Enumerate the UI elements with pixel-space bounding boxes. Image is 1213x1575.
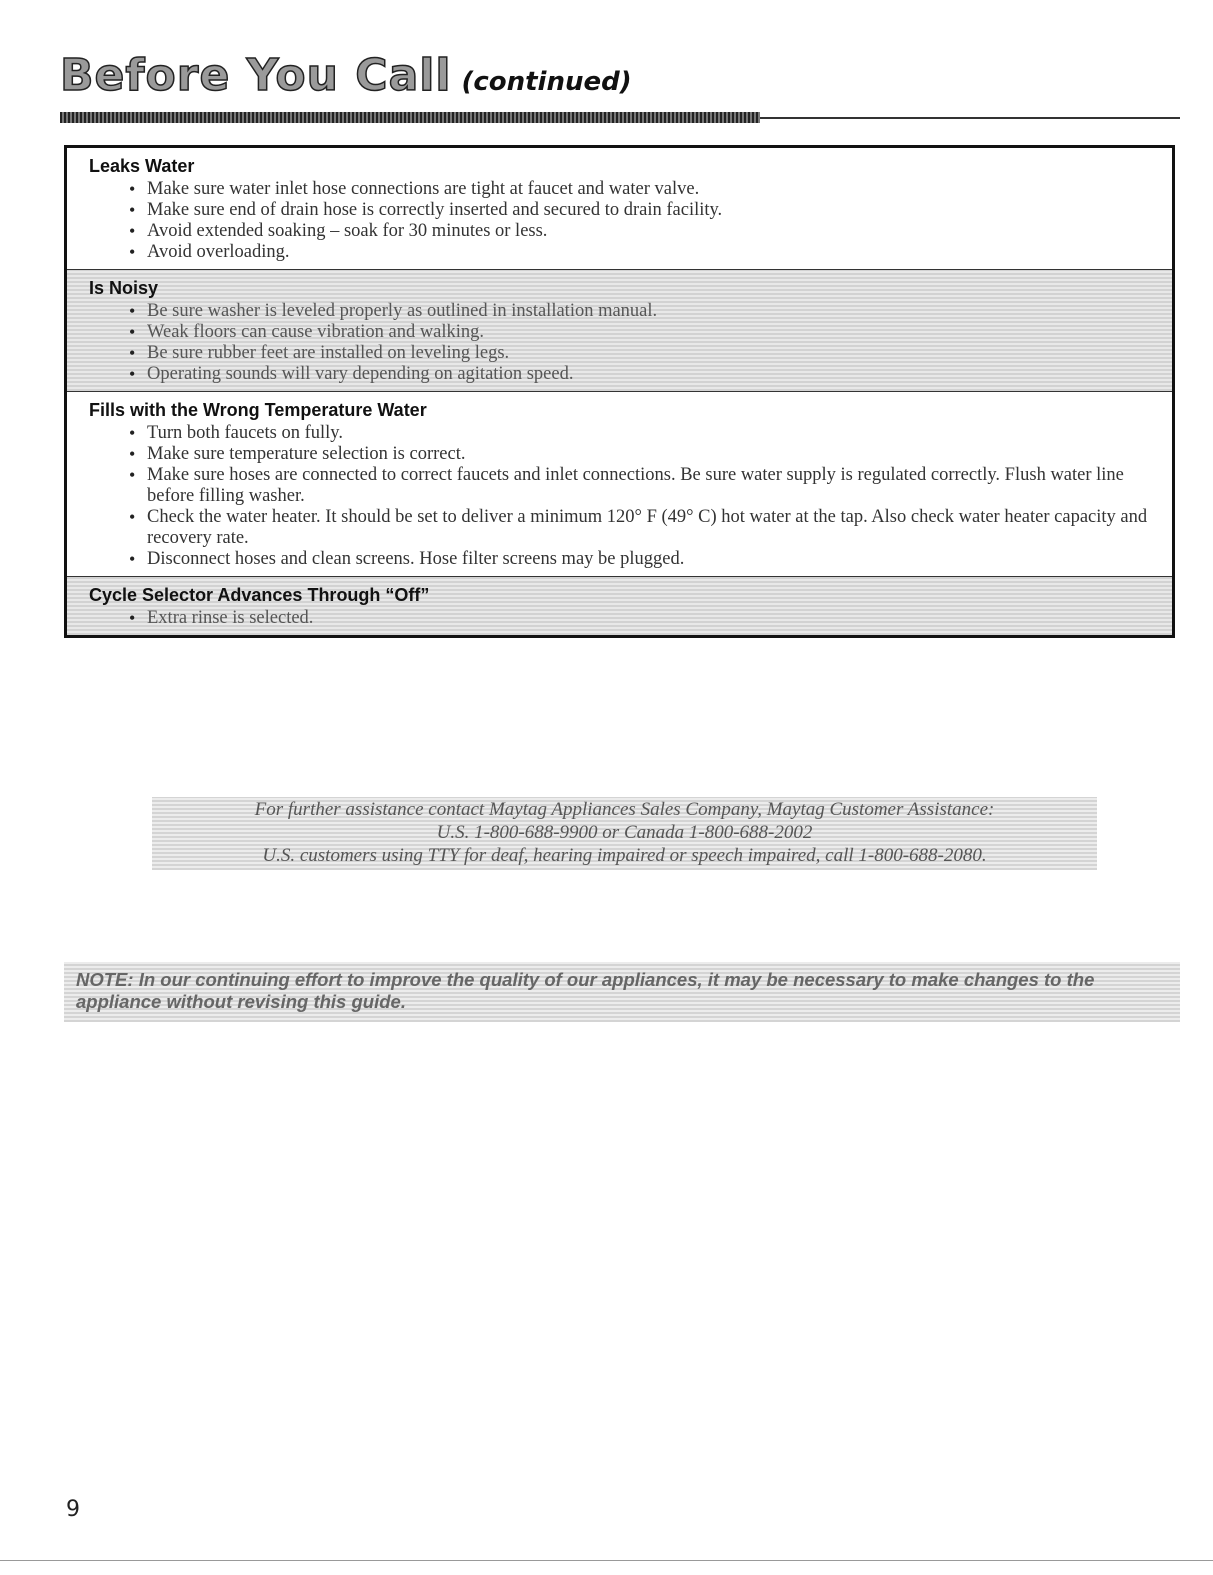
item-list: [89, 608, 1158, 629]
section-wrong-temperature: [67, 392, 1172, 577]
troubleshooting-table: [64, 145, 1175, 638]
list-item: • Avoid overloading.: [129, 242, 1158, 263]
list-item: • Operating sounds will vary depending on agitation speed.: [129, 364, 1158, 385]
page-title: Before You Call: [60, 50, 452, 101]
section-title: Is Noisy: [89, 278, 159, 298]
list-item: • Extra rinse is selected.: [129, 608, 1158, 629]
section-is-noisy: [67, 270, 1172, 392]
heading-rule-thick: [60, 112, 760, 123]
note-box: NOTE: In our continuing effort to improve the quality of our appliances, it may be necessary to make changes to the appliance without revising this guide.: [64, 962, 1180, 1022]
list-item: • Be sure rubber feet are installed on leveling legs.: [129, 343, 1158, 364]
item-list: [89, 179, 1158, 263]
section-title: Leaks Water: [89, 156, 195, 176]
list-item: • Check the water heater. It should be set to deliver a minimum 120° F (49° C) hot water at the tap. Also check water heater capacity and recovery rate.: [129, 507, 1158, 549]
page-subtitle: (continued): [461, 67, 632, 97]
list-item: • Turn both faucets on fully.: [129, 423, 1158, 444]
item-list: [89, 423, 1158, 570]
page-heading: [60, 50, 632, 101]
section-title: Fills with the Wrong Temperature Water: [89, 400, 427, 420]
list-item: • Make sure hoses are connected to correct faucets and inlet connections. Be sure water supply is regulated correctly. Flush water line before filling washer.: [129, 465, 1158, 507]
list-item: • Weak floors can cause vibration and walking.: [129, 322, 1158, 343]
contact-line: For further assistance contact Maytag Appliances Sales Company, Maytag Customer Assistance:: [254, 799, 995, 820]
contact-phone-line: U.S. 1-800-688-9900 or Canada 1-800-688-2002: [436, 822, 813, 843]
list-item: • Make sure water inlet hose connections are tight at faucet and water valve.: [129, 179, 1158, 200]
section-title: Cycle Selector Advances Through “Off”: [89, 585, 430, 605]
list-item: • Avoid extended soaking – soak for 30 minutes or less.: [129, 221, 1158, 242]
bottom-rule: [0, 1560, 1213, 1561]
contact-tty-line: U.S. customers using TTY for deaf, hearing impaired or speech impaired, call 1-800-688-2080.: [262, 845, 987, 866]
list-item: • Make sure temperature selection is correct.: [129, 444, 1158, 465]
list-item: • Disconnect hoses and clean screens. Hose filter screens may be plugged.: [129, 549, 1158, 570]
heading-rule-thin: [760, 117, 1180, 119]
page-number: 9: [66, 1497, 80, 1522]
section-cycle-selector: [67, 577, 1172, 635]
list-item: • Be sure washer is leveled properly as outlined in installation manual.: [129, 301, 1158, 322]
contact-box: [152, 797, 1097, 870]
item-list: [89, 301, 1158, 385]
list-item: • Make sure end of drain hose is correctly inserted and secured to drain facility.: [129, 200, 1158, 221]
section-leaks-water: [67, 148, 1172, 270]
